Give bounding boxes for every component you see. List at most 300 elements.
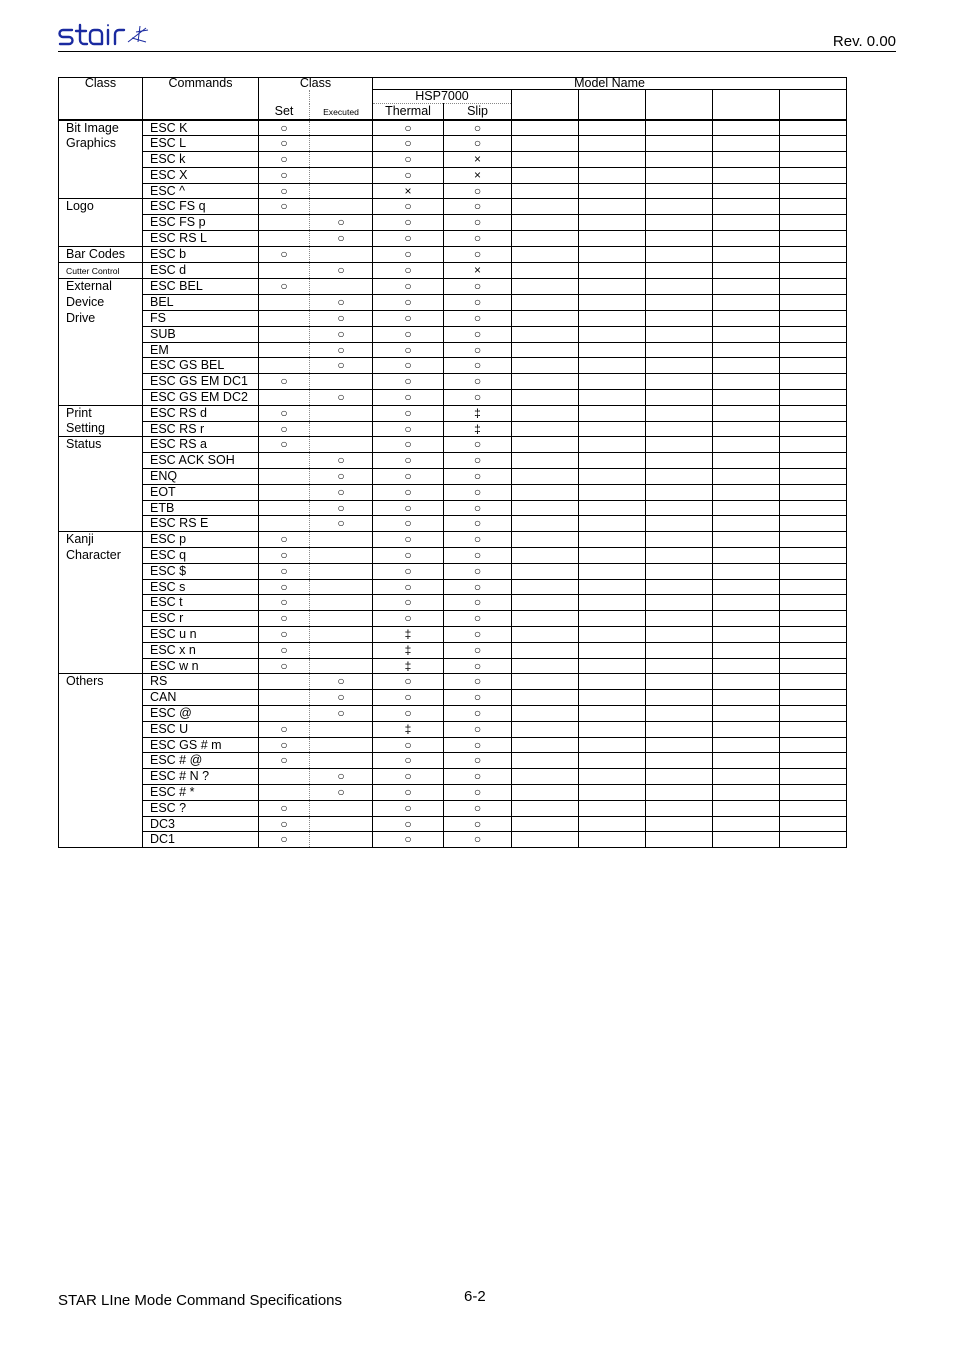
executed-cell	[310, 658, 373, 674]
empty-model-cell	[780, 453, 847, 469]
thermal-cell: ○	[373, 246, 444, 262]
empty-model-cell	[646, 136, 713, 152]
thermal-cell: ○	[373, 753, 444, 769]
empty-model-cell	[512, 705, 579, 721]
empty-model-cell	[780, 152, 847, 168]
thermal-cell: ○	[373, 816, 444, 832]
thermal-cell: ○	[373, 374, 444, 390]
slip-cell: ×	[444, 152, 512, 168]
table-row	[59, 705, 847, 721]
empty-model-cell	[579, 136, 646, 152]
revision-label: Rev. 0.00	[832, 33, 896, 50]
slip-cell: ○	[444, 579, 512, 595]
empty-model-cell	[512, 627, 579, 643]
thermal-cell: ○	[373, 595, 444, 611]
empty-model-cell	[646, 390, 713, 406]
set-cell	[259, 215, 310, 231]
class-cell	[59, 136, 143, 152]
executed-cell	[310, 437, 373, 453]
class-cell	[59, 390, 143, 406]
command-cell: SUB	[143, 326, 259, 342]
empty-model-cell	[780, 374, 847, 390]
thermal-cell: ‡	[373, 627, 444, 643]
command-cell: RS	[143, 674, 259, 690]
slip-cell: ○	[444, 437, 512, 453]
empty-model-cell	[713, 358, 780, 374]
slip-cell: ○	[444, 199, 512, 215]
empty-model-cell	[713, 167, 780, 183]
table-row	[59, 800, 847, 816]
empty-model-cell	[579, 342, 646, 358]
executed-cell	[310, 532, 373, 548]
slip-cell: ○	[444, 548, 512, 564]
empty-model-cell	[512, 595, 579, 611]
command-cell: ESC RS a	[143, 437, 259, 453]
executed-cell	[310, 816, 373, 832]
class-cell	[59, 705, 143, 721]
set-cell	[259, 326, 310, 342]
set-cell: ○	[259, 579, 310, 595]
empty-model-cell	[579, 390, 646, 406]
empty-model-cell	[780, 199, 847, 215]
set-cell: ○	[259, 737, 310, 753]
table-row	[59, 832, 847, 848]
empty-model-cell	[579, 374, 646, 390]
thermal-cell: ○	[373, 800, 444, 816]
thermal-cell: ×	[373, 183, 444, 199]
empty-model-cell	[713, 690, 780, 706]
thermal-cell: ○	[373, 453, 444, 469]
slip-cell: ×	[444, 167, 512, 183]
set-cell	[259, 342, 310, 358]
slip-cell: ○	[444, 642, 512, 658]
empty-model-cell	[579, 611, 646, 627]
empty-model-cell	[512, 279, 579, 295]
set-cell	[259, 769, 310, 785]
empty-model-cell	[579, 563, 646, 579]
empty-model-cell	[780, 563, 847, 579]
thermal-cell: ○	[373, 215, 444, 231]
command-cell: ESC b	[143, 246, 259, 262]
empty-model-cell	[512, 358, 579, 374]
empty-model-cell	[713, 199, 780, 215]
empty-model-cell	[646, 769, 713, 785]
thermal-cell: ○	[373, 784, 444, 800]
class-cell	[59, 579, 143, 595]
empty-model-cell	[713, 816, 780, 832]
empty-model-cell	[512, 405, 579, 421]
class-cell	[59, 183, 143, 199]
set-cell: ○	[259, 642, 310, 658]
table-row	[59, 627, 847, 643]
page-number: 6-2	[464, 1288, 486, 1305]
command-cell: ESC RS r	[143, 421, 259, 437]
empty-model-cell	[512, 579, 579, 595]
command-cell: ESC q	[143, 548, 259, 564]
class-cell	[59, 500, 143, 516]
command-cell: BEL	[143, 295, 259, 311]
command-cell: ESC t	[143, 595, 259, 611]
empty-model-cell	[579, 516, 646, 532]
table-row	[59, 690, 847, 706]
set-cell	[259, 453, 310, 469]
empty-model-cell	[780, 437, 847, 453]
empty-model-cell	[780, 136, 847, 152]
set-cell: ○	[259, 658, 310, 674]
command-cell: DC3	[143, 816, 259, 832]
table-row	[59, 437, 847, 453]
thermal-cell: ○	[373, 532, 444, 548]
table-row	[59, 563, 847, 579]
empty-model-cell	[512, 167, 579, 183]
set-cell: ○	[259, 183, 310, 199]
header-row-3	[59, 104, 847, 120]
thermal-cell: ○	[373, 358, 444, 374]
empty-model-cell	[512, 295, 579, 311]
class-cell	[59, 374, 143, 390]
table-row	[59, 231, 847, 247]
set-cell: ○	[259, 405, 310, 421]
command-cell: ESC # *	[143, 784, 259, 800]
set-cell	[259, 469, 310, 485]
empty-model-cell	[579, 721, 646, 737]
empty-model-cell	[646, 199, 713, 215]
table-row	[59, 295, 847, 311]
set-cell	[259, 500, 310, 516]
class-label: Drive	[66, 310, 96, 325]
slip-cell: ○	[444, 342, 512, 358]
command-cell: ESC GS BEL	[143, 358, 259, 374]
class-cell	[59, 611, 143, 627]
empty-model-cell	[512, 262, 579, 279]
class-label: Graphics	[66, 135, 117, 150]
empty-model-cell	[646, 358, 713, 374]
empty-model-cell	[512, 390, 579, 406]
slip-cell: ○	[444, 769, 512, 785]
command-cell: EOT	[143, 484, 259, 500]
command-cell: ESC K	[143, 120, 259, 136]
command-cell: CAN	[143, 690, 259, 706]
empty-model-cell	[713, 326, 780, 342]
empty-model-cell	[713, 563, 780, 579]
empty-model-cell	[780, 246, 847, 262]
class-header: Class	[59, 78, 143, 90]
empty-model-cell	[713, 737, 780, 753]
empty-model-cell	[780, 469, 847, 485]
table-row	[59, 311, 847, 327]
set-cell: ○	[259, 279, 310, 295]
class-cell	[59, 262, 143, 279]
slip-cell: ○	[444, 721, 512, 737]
set-cell: ○	[259, 627, 310, 643]
class-label: External	[66, 279, 112, 294]
thermal-cell: ○	[373, 295, 444, 311]
empty-model-cell	[512, 500, 579, 516]
empty-model-cell	[646, 421, 713, 437]
class-cell	[59, 405, 143, 421]
empty-model-cell	[646, 516, 713, 532]
table-row	[59, 152, 847, 168]
command-cell: ESC L	[143, 136, 259, 152]
class-label: Print	[66, 405, 92, 420]
empty-model-cell	[646, 690, 713, 706]
empty-model-cell	[512, 421, 579, 437]
empty-model-cell	[579, 453, 646, 469]
empty-model-cell	[579, 500, 646, 516]
empty-model-cell	[713, 405, 780, 421]
empty-model-cell	[646, 342, 713, 358]
thermal-cell: ○	[373, 152, 444, 168]
empty-model-cell	[713, 705, 780, 721]
class-label: Cutter Control	[66, 265, 120, 276]
thermal-header: Thermal	[373, 104, 444, 120]
empty-model-cell	[780, 183, 847, 199]
empty-model-cell	[780, 658, 847, 674]
empty-model-cell	[646, 311, 713, 327]
empty-model-cell	[579, 642, 646, 658]
empty-model-cell	[713, 674, 780, 690]
empty-model-cell	[713, 311, 780, 327]
executed-cell: ○	[310, 690, 373, 706]
table-row	[59, 516, 847, 532]
empty-model-cell	[579, 595, 646, 611]
table-row	[59, 120, 847, 136]
empty-model-cell	[713, 437, 780, 453]
executed-cell: ○	[310, 262, 373, 279]
thermal-cell: ○	[373, 405, 444, 421]
set-cell	[259, 674, 310, 690]
command-cell: ESC GS # m	[143, 737, 259, 753]
executed-cell: ○	[310, 784, 373, 800]
empty-model-cell	[512, 690, 579, 706]
slip-cell: ○	[444, 453, 512, 469]
header-row-2	[59, 90, 847, 104]
thermal-cell: ○	[373, 469, 444, 485]
empty-model-cell	[713, 627, 780, 643]
slip-cell: ○	[444, 295, 512, 311]
executed-cell	[310, 421, 373, 437]
table-row	[59, 279, 847, 295]
empty-model-cell	[713, 769, 780, 785]
table-body	[59, 120, 847, 848]
table-row	[59, 358, 847, 374]
command-cell: ESC k	[143, 152, 259, 168]
thermal-cell: ○	[373, 262, 444, 279]
slip-cell: ○	[444, 690, 512, 706]
slip-cell: ○	[444, 326, 512, 342]
class-cell	[59, 311, 143, 327]
class-cell	[59, 816, 143, 832]
set-cell: ○	[259, 753, 310, 769]
table-row	[59, 167, 847, 183]
empty-model-cell	[512, 658, 579, 674]
slip-cell: ○	[444, 231, 512, 247]
empty-model-cell	[512, 311, 579, 327]
empty-model-cell	[512, 374, 579, 390]
empty-model-cell	[579, 183, 646, 199]
slip-cell: ○	[444, 627, 512, 643]
empty-model-cell	[780, 705, 847, 721]
command-cell: ESC u n	[143, 627, 259, 643]
executed-cell	[310, 721, 373, 737]
command-cell: ESC # N ?	[143, 769, 259, 785]
empty-model-cell	[713, 453, 780, 469]
thermal-cell: ○	[373, 516, 444, 532]
empty-model-cell	[780, 326, 847, 342]
empty-model-cell	[646, 642, 713, 658]
header-rule	[58, 51, 896, 52]
executed-cell	[310, 548, 373, 564]
executed-cell	[310, 753, 373, 769]
empty-model-cell	[646, 405, 713, 421]
thermal-cell: ‡	[373, 721, 444, 737]
thermal-cell: ○	[373, 342, 444, 358]
empty-model-cell	[512, 437, 579, 453]
set-cell: ○	[259, 532, 310, 548]
empty-model-cell	[780, 120, 847, 136]
class-cell	[59, 563, 143, 579]
empty-model-cell	[579, 279, 646, 295]
thermal-cell: ○	[373, 120, 444, 136]
class-cell	[59, 532, 143, 548]
thermal-cell: ○	[373, 199, 444, 215]
set-cell: ○	[259, 421, 310, 437]
slip-cell: ○	[444, 516, 512, 532]
empty-model-cell	[512, 642, 579, 658]
empty-model-cell	[646, 374, 713, 390]
set-cell: ○	[259, 136, 310, 152]
thermal-cell: ○	[373, 437, 444, 453]
table-row	[59, 674, 847, 690]
slip-cell: ×	[444, 262, 512, 279]
empty-model-cell	[646, 183, 713, 199]
class-cell	[59, 642, 143, 658]
empty-model-cell	[713, 611, 780, 627]
slip-cell: ○	[444, 246, 512, 262]
thermal-cell: ○	[373, 737, 444, 753]
model-hsp7000: HSP7000	[373, 90, 512, 104]
empty-model-cell	[579, 816, 646, 832]
empty-model-cell	[780, 674, 847, 690]
empty-model-cell	[780, 690, 847, 706]
class-cell	[59, 595, 143, 611]
executed-cell	[310, 279, 373, 295]
set-cell: ○	[259, 832, 310, 848]
set-cell	[259, 231, 310, 247]
empty-model-cell	[579, 311, 646, 327]
empty-model-cell	[512, 784, 579, 800]
thermal-cell: ○	[373, 231, 444, 247]
command-cell: EM	[143, 342, 259, 358]
empty-model-cell	[713, 231, 780, 247]
class-cell	[59, 358, 143, 374]
empty-model-cell	[579, 579, 646, 595]
set-cell: ○	[259, 246, 310, 262]
empty-model-cell	[646, 120, 713, 136]
empty-model-cell	[646, 579, 713, 595]
empty-model-cell	[780, 769, 847, 785]
empty-model-cell	[713, 658, 780, 674]
executed-cell	[310, 246, 373, 262]
empty-model-cell	[780, 627, 847, 643]
executed-cell	[310, 183, 373, 199]
executed-cell: ○	[310, 674, 373, 690]
header-row-1	[59, 78, 847, 90]
command-table	[58, 77, 847, 848]
empty-model-cell	[780, 215, 847, 231]
empty-model-cell	[780, 295, 847, 311]
slip-cell: ○	[444, 358, 512, 374]
empty-model-cell	[646, 279, 713, 295]
empty-model-cell	[713, 246, 780, 262]
empty-model-cell	[646, 215, 713, 231]
empty-model-cell	[713, 753, 780, 769]
empty-model-cell	[780, 262, 847, 279]
class-cell	[59, 469, 143, 485]
empty-model-cell	[780, 611, 847, 627]
empty-model-cell	[780, 311, 847, 327]
executed-cell	[310, 737, 373, 753]
thermal-cell: ○	[373, 769, 444, 785]
executed-cell: ○	[310, 453, 373, 469]
executed-cell	[310, 611, 373, 627]
empty-model-cell	[579, 548, 646, 564]
set-cell: ○	[259, 120, 310, 136]
table-row	[59, 532, 847, 548]
empty-model-cell	[713, 642, 780, 658]
empty-model-cell	[646, 548, 713, 564]
set-cell: ○	[259, 721, 310, 737]
executed-cell: ○	[310, 231, 373, 247]
executed-cell	[310, 120, 373, 136]
class-cell	[59, 627, 143, 643]
empty-model-cell	[713, 295, 780, 311]
command-cell: ESC X	[143, 167, 259, 183]
empty-model-cell	[512, 120, 579, 136]
empty-model-cell	[579, 753, 646, 769]
empty-model-cell	[512, 136, 579, 152]
class-label: Status	[66, 437, 102, 452]
empty-model-cell	[512, 816, 579, 832]
set-cell: ○	[259, 611, 310, 627]
slip-cell: ○	[444, 611, 512, 627]
empty-model-cell	[713, 579, 780, 595]
class-label: Bar Codes	[66, 246, 126, 261]
empty-model-cell	[646, 469, 713, 485]
empty-model-cell	[579, 152, 646, 168]
command-cell: ENQ	[143, 469, 259, 485]
class-cell	[59, 832, 143, 848]
empty-model-cell	[713, 548, 780, 564]
empty-model-cell	[579, 120, 646, 136]
table-row	[59, 816, 847, 832]
thermal-cell: ○	[373, 390, 444, 406]
empty-model-cell	[579, 326, 646, 342]
class-cell	[59, 769, 143, 785]
class-cell	[59, 326, 143, 342]
empty-model-cell	[579, 437, 646, 453]
class-cell	[59, 737, 143, 753]
table-row	[59, 484, 847, 500]
empty-model-cell	[646, 437, 713, 453]
empty-model-cell	[646, 627, 713, 643]
table-row	[59, 784, 847, 800]
empty-model-cell	[713, 595, 780, 611]
set-cell	[259, 262, 310, 279]
thermal-cell: ○	[373, 832, 444, 848]
empty-model-cell	[512, 152, 579, 168]
empty-model-cell	[780, 279, 847, 295]
